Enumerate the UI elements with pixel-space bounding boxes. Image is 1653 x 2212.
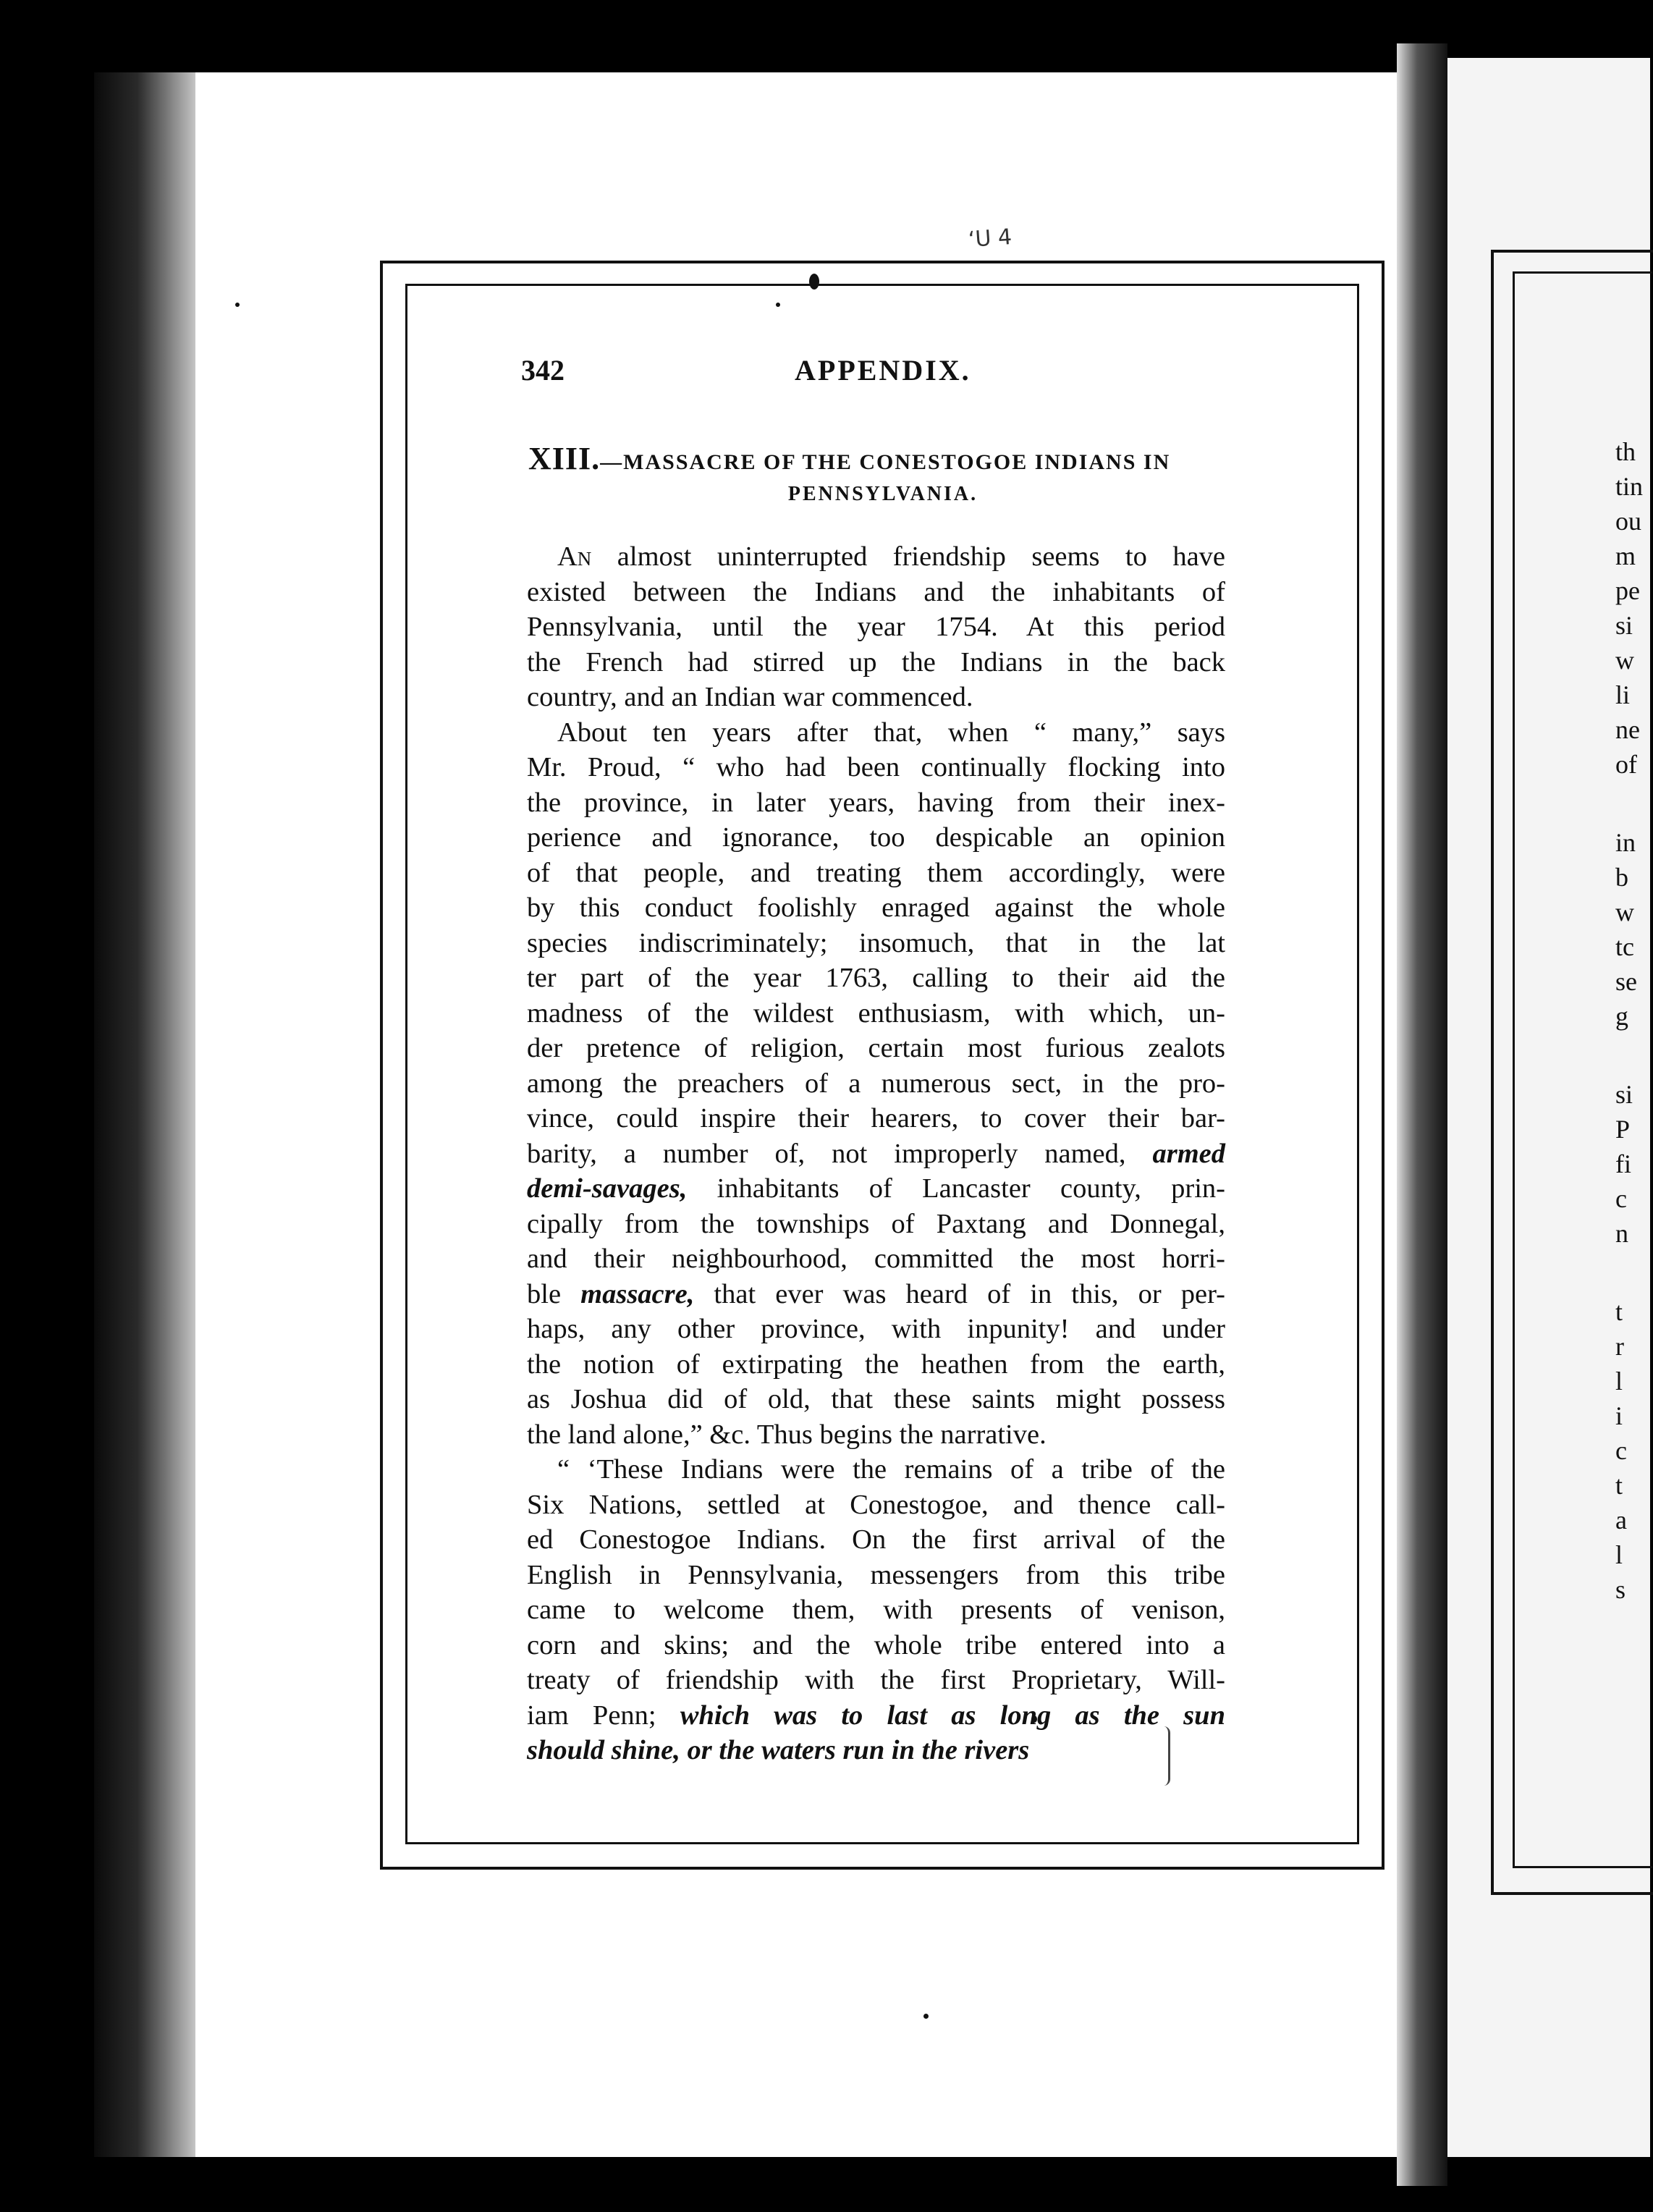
page-header xyxy=(521,353,1245,397)
section-heading-line-1 xyxy=(528,440,1238,477)
fragment: se xyxy=(1615,967,1637,996)
italic-phrase: demi-savages, xyxy=(527,1173,688,1204)
text-line: madness of the wildest enthusiasm, with which, un- xyxy=(527,997,1225,1029)
text-line: as Joshua did of old, that these saints might possess xyxy=(527,1384,1225,1414)
text-line: haps, any other province, with inpunity! and under xyxy=(527,1314,1225,1344)
running-head: APPENDIX. xyxy=(795,354,971,387)
text-line: among the preachers of a numerous sect, in the pro- xyxy=(527,1068,1225,1099)
fragment: in xyxy=(1615,828,1636,857)
fragment-gap xyxy=(1615,1251,1644,1294)
fragment: li xyxy=(1615,680,1631,709)
text-line: existed between the Indians and the inhabitants of xyxy=(527,576,1225,607)
fragment-gap xyxy=(1615,782,1644,825)
fragment: si xyxy=(1615,611,1633,640)
fragment: of xyxy=(1615,750,1637,779)
book-gutter xyxy=(1397,43,1447,2186)
text-line: came to welcome them, with presents of venison, xyxy=(527,1595,1225,1625)
fragment: tc xyxy=(1615,932,1634,961)
text-line: ble massacre, that ever was heard of in this, or per- xyxy=(527,1278,1226,1309)
fragment: t xyxy=(1615,1297,1623,1326)
italic-phrase: armed xyxy=(1152,1138,1225,1169)
fragment: P xyxy=(1615,1115,1631,1144)
fragment: pe xyxy=(1615,576,1640,605)
text-line: ter part of the year 1763, calling to their aid the xyxy=(527,963,1225,993)
fragment: n xyxy=(1615,1219,1628,1248)
text-line: and their neighbourhood, committed the most horri- xyxy=(527,1244,1225,1274)
text-line: Pennsylvania, until the year 1754. At this period xyxy=(527,612,1225,642)
italic-phrase: massacre, xyxy=(580,1278,695,1309)
text-line: the French had stirred up the Indians in the back xyxy=(527,646,1225,677)
fragment: w xyxy=(1615,646,1634,675)
section-title-text: —MASSACRE OF THE CONESTOGOE INDIANS IN xyxy=(600,450,1171,474)
text-line: the province, in later years, having from their inex- xyxy=(527,787,1225,818)
text-line: English in Pennsylvania, messengers from this tribe xyxy=(527,1559,1225,1590)
fragment-gap xyxy=(1615,1034,1644,1077)
fragment: w xyxy=(1615,898,1634,926)
text-line: der pretence of religion, certain most furious zealots xyxy=(527,1033,1225,1063)
text-line: corn and skins; and the whole tribe entered into a xyxy=(527,1629,1225,1660)
fragment: tin xyxy=(1615,472,1644,501)
page-number: 342 xyxy=(521,354,565,387)
fragment: ne xyxy=(1615,715,1640,744)
text-line: of that people, and treating them accordingly, were xyxy=(527,857,1225,888)
text-line: Mr. Proud, “ who had been continually flocking into xyxy=(527,752,1225,782)
ink-speck xyxy=(776,303,780,307)
fragment: si xyxy=(1615,1080,1633,1109)
right-page-text-fragments xyxy=(1615,434,1644,1607)
fragment: c xyxy=(1615,1436,1627,1465)
text-line: country, and an Indian war commenced. xyxy=(527,682,973,712)
ink-speck xyxy=(235,303,240,307)
fragment: l xyxy=(1615,1367,1623,1396)
italic-phrase: which was to last as long as the sun xyxy=(680,1700,1225,1731)
fragment: l xyxy=(1615,1540,1623,1569)
page-edge-shadow xyxy=(94,72,203,2157)
text-line: demi-savages, inhabitants of Lancaster county, prin- xyxy=(527,1173,1225,1204)
fragment: t xyxy=(1615,1471,1623,1500)
text-line: vince, could inspire their hearers, to cover their bar- xyxy=(527,1103,1225,1134)
body-text xyxy=(527,539,1225,1768)
text-line: iam Penn; which was to last as long as the sun xyxy=(527,1700,1225,1731)
fragment: fi xyxy=(1615,1149,1631,1178)
handwritten-marginalia: ‘U 4 xyxy=(967,224,1013,253)
text-line: the land alone,” &c. Thus begins the narrative. xyxy=(527,1419,1047,1450)
italic-phrase: should shine, or the waters run in the rivers xyxy=(527,1735,1030,1765)
section-heading-line-2: PENNSYLVANIA. xyxy=(787,483,978,505)
fragment: th xyxy=(1615,437,1636,466)
text-line: species indiscriminately; insomuch, that in the lat xyxy=(527,927,1225,958)
ink-speck xyxy=(809,274,819,290)
text-line: “ ‘These Indians were the remains of a tribe of the xyxy=(557,1454,1225,1485)
text-line xyxy=(527,1733,1225,1768)
text-line: treaty of friendship with the first Proprietary, Will- xyxy=(527,1665,1225,1695)
fragment: i xyxy=(1615,1401,1623,1430)
fragment: m xyxy=(1615,541,1636,570)
text-line: the notion of extirpating the heathen from the earth, xyxy=(527,1348,1225,1380)
fragment: s xyxy=(1615,1575,1626,1604)
text-line: An almost uninterrupted friendship seems to have xyxy=(557,541,1225,572)
drop-word: An xyxy=(557,541,592,572)
text-line: About ten years after that, when “ many,” says xyxy=(557,717,1225,748)
text-line: Six Nations, settled at Conestogoe, and thence call- xyxy=(527,1489,1225,1520)
section-numeral: XIII. xyxy=(528,441,601,476)
section-heading xyxy=(528,440,1238,506)
text-line: ed Conestogoe Indians. On the first arrival of the xyxy=(527,1524,1225,1555)
fragment: g xyxy=(1615,1002,1628,1031)
ink-speck xyxy=(923,2014,929,2019)
text-line: barity, a number of, not improperly named, armed xyxy=(527,1138,1225,1169)
fragment: c xyxy=(1615,1184,1627,1213)
text-line: cipally from the townships of Paxtang and Donnegal, xyxy=(527,1208,1225,1239)
fragment: a xyxy=(1615,1506,1627,1535)
fragment: ou xyxy=(1615,507,1641,536)
text-line: perience and ignorance, too despicable an opinion xyxy=(527,822,1225,853)
fragment: r xyxy=(1615,1332,1624,1361)
fragment: b xyxy=(1615,863,1628,892)
text-line: by this conduct foolishly enraged against the whole xyxy=(527,892,1225,923)
